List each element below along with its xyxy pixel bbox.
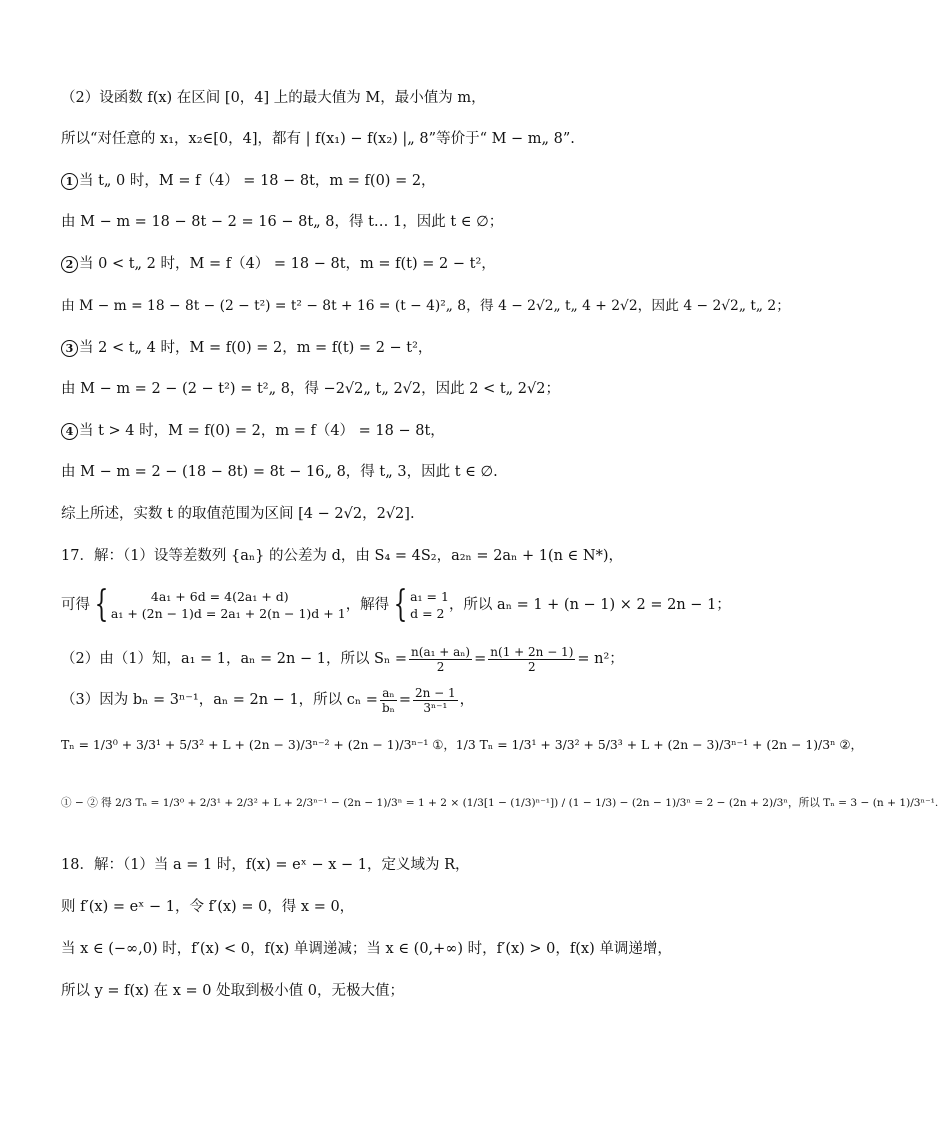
left-brace: { [94,584,109,625]
part2-suffix: = n²； [577,651,624,667]
line-tn-subtraction: ① − ② 得 2/3 Tₙ = 1/3⁰ + 2/3¹ + 2/3² + L + 2/3ⁿ⁻¹ − (2n − 1)/3ⁿ = 1 + 2 × (1/3[1 − (1/3)ⁿ⁻¹]) / (1 − 1/3) − (2n − 1)/3ⁿ = 2 − (2n + 2)/3ⁿ，所以 Tₙ = 3 − (n + 1)/3ⁿ⁻¹. [61,797,938,809]
case1-text: 当 t„ 0 时，M = f（4） = 18 − 8t，m = f(0) = 2， [79,173,436,189]
part3-prefix: （3）因为 bₙ = 3ⁿ⁻¹，aₙ = 2n − 1，所以 cₙ = [61,692,378,708]
line-part2-intro: （2）设函数 f(x) 在区间 [0，4] 上的最大值为 M，最小值为 m， [61,90,486,106]
line-q18-extremum: 所以 y = f(x) 在 x = 0 处取到极小值 0，无极大值； [61,983,404,999]
sum-frac2-num: n(1 + 2n − 1) [490,644,574,659]
cn-frac1-num: aₙ [382,685,395,700]
sum-frac2-den: 2 [488,659,575,674]
system-prefix: 可得 [61,597,90,613]
part2-prefix: （2）由（1）知，a₁ = 1，aₙ = 2n − 1，所以 Sₙ = [61,651,408,667]
system-eq-2: a₁ + (2n − 1)d = 2a₁ + 2(n − 1)d + 1 [110,606,346,621]
sum-fraction-1 [409,645,472,674]
equation-system [111,588,346,622]
solution-eq-2: d = 2 [410,606,445,621]
line-q17-system [61,585,731,625]
line-q17-part1: 17．解：（1）设等差数列 {aₙ} 的公差为 d，由 S₄ = 4S₂，a₂ₙ = 2aₙ + 1(n ∈ N*)， [61,548,623,564]
line-q17-part3: （3）因为 bₙ = 3ⁿ⁻¹，aₙ = 2n − 1，所以 cₙ = $\frac{\text{aₙ}}{\text{bₙ}}$ = $\frac{2n - 1}{\text{3ⁿ⁻¹}}$ ， [61,685,475,715]
cn-fraction-2 [413,686,458,715]
line-q18-part1: 18．解：（1）当 a = 1 时，f(x) = eˣ − x − 1，定义域为 R， [61,857,470,873]
line-q18-derivative: 则 f′(x) = eˣ − 1，令 f′(x) = 0，得 x = 0， [61,899,355,915]
solution-eq-1: a₁ = 1 [410,589,449,604]
case3-text: 当 2 < t„ 4 时，M = f(0) = 2，m = f(t) = 2 − t²， [79,340,433,356]
cn-fraction-1 [380,686,397,715]
case2-text: 当 0 < t„ 2 时，M = f（4） = 18 − 8t，m = f(t) = 2 − t²， [79,256,496,272]
line-case3-result: 由 M − m = 2 − (2 − t²) = t²„ 8，得 −2√2„ t„ 2√2，因此 2 < t„ 2√2； [61,381,560,397]
left-brace-solution: { [393,584,408,625]
line-case1 [61,171,436,191]
cn-frac1-den: bₙ [381,700,395,715]
sum-frac1-den: 2 [409,659,472,674]
line-case2-result: 由 M − m = 18 − 8t − (2 − t²) = t² − 8t + 16 = (t − 4)²„ 8，得 4 − 2√2„ t„ 4 + 2√2，因此 4 − 2√2„ t„ 2； [61,298,791,314]
sum-frac1-num: n(a₁ + aₙ) [411,644,471,659]
cn-frac2-num: 2n − 1 [414,685,456,700]
cn-frac2-den: 3ⁿ⁻¹ [413,700,458,715]
line-tn-series: Tₙ = 1/3⁰ + 3/3¹ + 5/3² + L + (2n − 3)/3ⁿ⁻² + (2n − 1)/3ⁿ⁻¹ ①，1/3 Tₙ = 1/3¹ + 3/3² + 5/3³ + L + (2n − 3)/3ⁿ⁻¹ + (2n − 1)/3ⁿ ②， [61,737,863,752]
line-case4 [61,421,445,441]
line-q17-part2: （2）由（1）知，a₁ = 1，aₙ = 2n − 1，所以 Sₙ = $\frac{\text{n(a₁ + aₙ)}}{2}$ = $\frac{n(1 + 2n - 1)}{2}$ = n²； [61,644,624,674]
case-marker-1: 1 [61,173,78,190]
line-q18-monotonic: 当 x ∈ (−∞,0) 时，f′(x) < 0，f(x) 单调递减；当 x ∈ (0,+∞) 时，f′(x) > 0，f(x) 单调递增， [61,941,672,957]
sum-fraction-2 [488,645,575,674]
case4-text: 当 t > 4 时，M = f(0) = 2，m = f（4） = 18 − 8t， [79,423,445,439]
case-marker-3: 3 [61,340,78,357]
system-suffix: ，所以 aₙ = 1 + (n − 1) × 2 = 2n − 1； [448,597,731,613]
line-case1-result: 由 M − m = 18 − 8t − 2 = 16 − 8t„ 8，得 t… 1，因此 t ∈ ∅； [61,214,504,230]
system-mid: ，解得 [345,597,390,613]
case-marker-2: 2 [61,256,78,273]
line-case3 [61,338,432,358]
solution-system [410,588,449,622]
line-case4-result: 由 M − m = 2 − (18 − 8t) = 8t − 16„ 8，得 t„ 3，因此 t ∈ ∅. [61,464,498,480]
line-equivalence: 所以“对任意的 x₁，x₂∈[0，4]，都有 | f(x₁) − f(x₂) |„ 8”等价于“ M − m„ 8”. [61,131,575,147]
case-marker-4: 4 [61,423,78,440]
line-case2 [61,254,496,274]
system-eq-1: 4a₁ + 6d = 4(2a₁ + d) [150,589,289,604]
line-conclusion: 综上所述，实数 t 的取值范围为区间 [4 − 2√2，2√2]. [61,506,415,522]
